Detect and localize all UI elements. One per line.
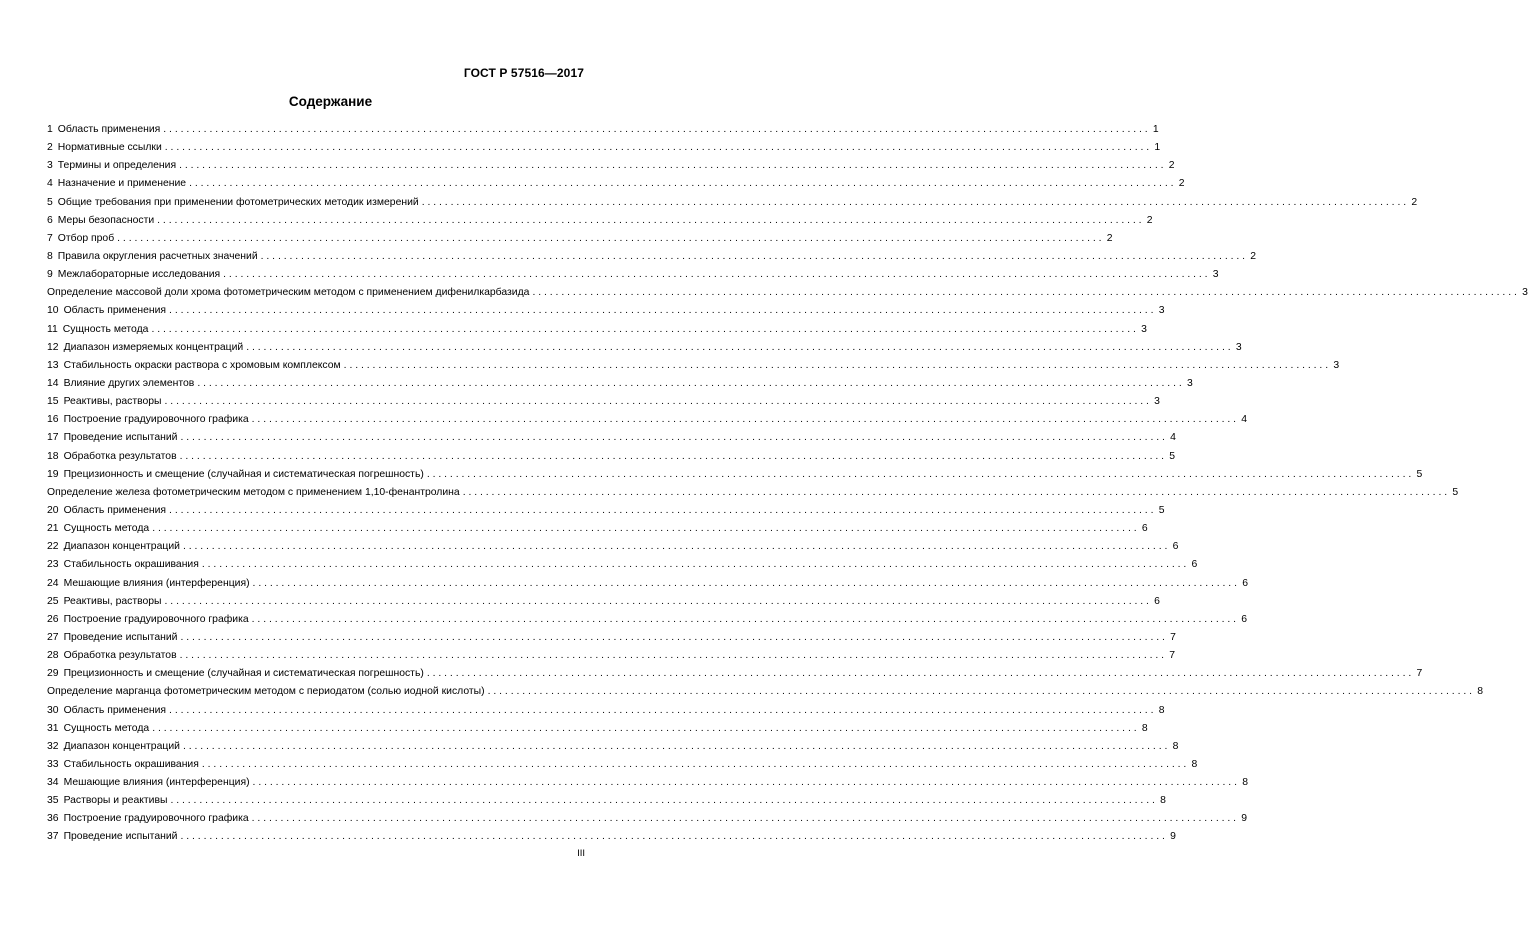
toc-leader-dots [151,321,1135,339]
toc-entry[interactable] [47,429,1176,447]
toc-leader-dots [180,647,1164,665]
toc-entry-number: 1 [47,124,53,135]
toc-entry[interactable] [47,448,1176,466]
toc-entry-page: 6 [1154,595,1160,607]
toc-entry[interactable] [47,284,1528,302]
toc-entry-label: Обработка результатов [63,650,177,662]
toc-entry-label: Обработка результатов [63,450,177,462]
toc-entry-page: 9 [1170,831,1176,843]
toc-leader-dots [253,774,1237,792]
toc-entry[interactable] [47,683,1484,701]
toc-entry-page: 3 [1212,269,1219,281]
toc-entry-label: Правила округления расчетных значений [57,250,258,262]
toc-leader-dots [165,593,1149,611]
toc-entry[interactable] [47,212,1153,230]
toc-leader-dots [252,810,1236,828]
toc-entry-page: 6 [1242,577,1248,589]
toc-entry-page: 7 [1169,650,1176,662]
toc-entry[interactable] [47,375,1193,393]
toc-entry-label: Проведение испытаний [63,831,178,843]
toc-entry[interactable] [47,575,1248,593]
toc-entry-label: Сущность метода [63,523,150,535]
toc-entry-page: 5 [1158,504,1165,516]
toc-leader-dots [152,520,1136,538]
toc-entry-label: Проведение испытаний [63,432,178,444]
toc-entry-number: 30 [47,704,59,716]
toc-entry[interactable] [47,175,1185,193]
toc-entry[interactable] [47,339,1242,357]
toc-entry-number: 27 [47,631,59,643]
toc-entry[interactable] [47,139,1161,157]
toc-entry-page: 5 [1169,450,1176,462]
toc-leader-dots [252,611,1236,629]
toc-leader-dots [152,720,1136,738]
toc-leader-dots [169,502,1153,520]
toc-entry-number: 8 [47,250,53,262]
toc-entry-label: Сущность метода [62,323,149,335]
toc-leader-dots [246,339,1230,357]
toc-entry-number: 3 [47,160,53,172]
toc-entry-label: Сущность метода [63,722,150,734]
toc-entry-number: 31 [47,722,59,734]
toc-entry-page: 4 [1170,432,1176,444]
toc-entry[interactable] [47,702,1165,720]
toc-entry-number: 5 [47,196,53,208]
toc-entry-label: Стабильность окраски раствора с хромовым комплексом [63,359,341,371]
toc-entry[interactable] [47,321,1147,339]
toc-entry[interactable] [47,393,1160,411]
toc-entry-page: 9 [1241,813,1248,825]
toc-entry-label: Отбор проб [57,232,115,244]
toc-entry[interactable] [47,774,1248,792]
toc-entry-page: 3 [1235,341,1242,353]
toc-entry-label: Построение градуировочного графика [63,613,249,625]
toc-leader-dots [252,411,1236,429]
toc-entry-label: Стабильность окрашивания [63,559,199,571]
toc-entry-page: 8 [1160,795,1166,807]
toc-entry[interactable] [47,248,1257,266]
toc-entry-page: 3 [1522,287,1528,299]
toc-entry[interactable] [47,756,1198,774]
toc-entry-label: Реактивы, растворы [63,595,162,607]
document-code: ГОСТ Р 57516—2017 [463,66,584,80]
toc-entry-number: 2 [47,142,53,154]
toc-leader-dots [169,302,1153,320]
toc-entry-page: 5 [1452,486,1459,498]
toc-entry[interactable] [47,157,1175,175]
toc-entry-label: Определение марганца фотометрическим методом с периодатом (солью иодной кислоты) [47,686,485,698]
toc-entry-page: 8 [1158,704,1165,716]
toc-entry-page: 3 [1186,377,1193,389]
toc-entry-number: 15 [47,396,59,408]
page-folio: III [577,848,585,859]
toc-entry-number: 16 [47,414,59,426]
toc-leader-dots [189,175,1173,193]
toc-entry-number: 6 [47,214,53,226]
toc-leader-dots [183,538,1167,556]
toc-entry-number: 7 [47,232,53,244]
toc-leader-dots [463,484,1447,502]
toc-entry-page: 2 [1250,250,1257,262]
toc-leader-dots [183,738,1167,756]
toc-entry-number: 32 [47,740,59,752]
toc-entry-page: 8 [1141,722,1148,734]
toc-entry-label: Мешающие влияния (интерференция) [63,577,250,589]
toc-entry-number: 23 [47,559,59,571]
toc-entry-label: Область применения [63,305,167,317]
toc-leader-dots [165,393,1149,411]
toc-entry-number: 4 [47,178,53,190]
toc-entry-page: 8 [1172,740,1179,752]
toc-entry-number: 17 [47,432,59,444]
toc-entry-number: 14 [47,377,59,389]
toc-leader-dots [180,429,1164,447]
toc-entry-page: 3 [1141,323,1147,335]
toc-entry-label: Термины и определения [57,160,177,172]
table-of-contents [47,121,1528,847]
toc-entry-label: Назначение и применение [57,178,187,190]
toc-entry-label: Мешающие влияния (интерференция) [63,777,250,789]
toc-entry-page: 5 [1416,468,1423,480]
toc-entry-page: 1 [1154,142,1161,154]
toc-entry-number: 18 [47,450,59,462]
toc-leader-dots [165,139,1149,157]
toc-entry[interactable] [47,665,1423,683]
toc-entry[interactable] [47,738,1179,756]
toc-entry-number: 9 [47,269,53,281]
toc-entry-label: Диапазон концентраций [63,740,180,752]
toc-leader-dots [202,756,1186,774]
toc-leader-dots [157,212,1141,230]
toc-entry-number: 29 [47,668,59,680]
toc-leader-dots [169,702,1153,720]
toc-entry-label: Прецизионность и смещение (случайная и систематическая погрешность) [63,668,424,680]
toc-entry-page: 6 [1141,523,1148,535]
toc-entry-page: 6 [1191,559,1198,571]
toc-entry[interactable] [47,266,1219,284]
toc-leader-dots [253,575,1237,593]
toc-entry-number: 21 [47,523,59,535]
toc-entry[interactable] [47,357,1340,375]
toc-entry-page: 2 [1106,232,1113,244]
toc-entry-page: 7 [1416,668,1423,680]
toc-entry-number: 25 [47,595,59,607]
toc-leader-dots [202,556,1186,574]
toc-entry-page: 2 [1146,214,1153,226]
toc-leader-dots [197,375,1181,393]
toc-leader-dots [180,448,1164,466]
toc-entry-page: 2 [1168,160,1175,172]
toc-entry-label: Область применения [57,124,161,135]
toc-leader-dots [488,683,1472,701]
toc-entry-page: 6 [1241,613,1248,625]
toc-entry[interactable] [47,556,1198,574]
toc-entry[interactable] [47,611,1248,629]
toc-entry-page: 8 [1191,758,1198,770]
toc-entry-number: 35 [47,795,59,807]
toc-entry[interactable] [47,593,1160,611]
toc-entry-label: Определение массовой доли хрома фотометрическим методом с применением дифенилкарбазида [47,287,530,299]
toc-entry-label: Проведение испытаний [63,631,178,643]
toc-entry[interactable] [47,411,1248,429]
toc-entry-number: 33 [47,758,59,770]
toc-entry-page: 6 [1172,541,1179,553]
toc-entry-page: 8 [1242,777,1248,789]
page-title: Содержание [288,94,373,109]
toc-entry[interactable] [47,194,1418,212]
toc-entry[interactable] [47,538,1179,556]
toc-entry-label: Влияние других элементов [63,377,195,389]
toc-entry[interactable] [47,121,1159,139]
toc-entry-number: 36 [47,813,59,825]
toc-entry[interactable] [47,792,1166,810]
toc-leader-dots [261,248,1245,266]
toc-entry-label: Нормативные ссылки [57,142,162,154]
toc-entry[interactable] [47,720,1148,738]
toc-leader-dots [427,665,1411,683]
toc-leader-dots [427,466,1411,484]
toc-entry-label: Реактивы, растворы [63,396,162,408]
toc-entry-number: 12 [47,341,59,353]
toc-leader-dots [117,230,1101,248]
toc-entry[interactable] [47,629,1176,647]
toc-leader-dots [170,792,1154,810]
toc-entry-label: Растворы и реактивы [63,795,168,807]
toc-leader-dots [344,357,1328,375]
toc-entry-page: 7 [1170,631,1176,643]
toc-entry-number: 37 [47,831,59,843]
toc-entry-label: Межлабораторные исследования [57,269,221,281]
toc-entry-page: 3 [1158,305,1165,317]
toc-entry-label: Меры безопасности [57,214,155,226]
toc-entry-number: 20 [47,504,59,516]
toc-entry[interactable] [47,302,1165,320]
toc-entry[interactable] [47,520,1148,538]
toc-entry-page: 4 [1241,414,1248,426]
toc-entry-number: 11 [47,323,58,335]
toc-entry-number: 13 [47,359,59,371]
toc-entry-label: Прецизионность и смещение (случайная и систематическая погрешность) [63,468,424,480]
toc-entry[interactable] [47,230,1113,248]
toc-entry-page: 8 [1477,686,1484,698]
toc-entry[interactable] [47,484,1459,502]
toc-entry-label: Стабильность окрашивания [63,758,199,770]
toc-entry-page: 2 [1411,196,1418,208]
toc-entry-number: 26 [47,613,59,625]
toc-entry-label: Общие требования при применении фотометрических методик измерений [57,196,419,208]
toc-leader-dots [180,629,1164,647]
toc-entry-label: Построение градуировочного графика [63,813,249,825]
toc-entry-number: 22 [47,541,59,553]
toc-entry-number: 28 [47,650,59,662]
toc-entry-page: 3 [1154,396,1160,408]
toc-entry[interactable] [47,810,1248,828]
toc-entry-page: 2 [1178,178,1185,190]
toc-entry-label: Область применения [63,704,167,716]
toc-leader-dots [180,828,1164,846]
toc-entry-label: Диапазон измеряемых концентраций [63,341,244,353]
toc-leader-dots [223,266,1207,284]
toc-entry-label: Построение градуировочного графика [63,414,249,426]
toc-entry-label: Диапазон концентраций [63,541,180,553]
toc-entry-number: 19 [47,468,59,480]
toc-entry[interactable] [47,502,1165,520]
toc-entry-page: 1 [1152,124,1159,135]
toc-entry[interactable] [47,828,1176,846]
toc-entry-label: Определение железа фотометрическим методом с применением 1,10-фенантролина [47,486,460,498]
toc-entry-number: 24 [47,577,59,589]
toc-leader-dots [179,157,1163,175]
toc-entry-number: 10 [47,305,59,317]
toc-leader-dots [163,121,1147,139]
toc-entry-label: Область применения [63,504,167,516]
toc-entry-number: 34 [47,777,59,789]
toc-entry[interactable] [47,647,1176,665]
toc-leader-dots [532,284,1516,302]
toc-entry[interactable] [47,466,1423,484]
toc-entry-page: 3 [1333,359,1340,371]
toc-leader-dots [422,194,1406,212]
